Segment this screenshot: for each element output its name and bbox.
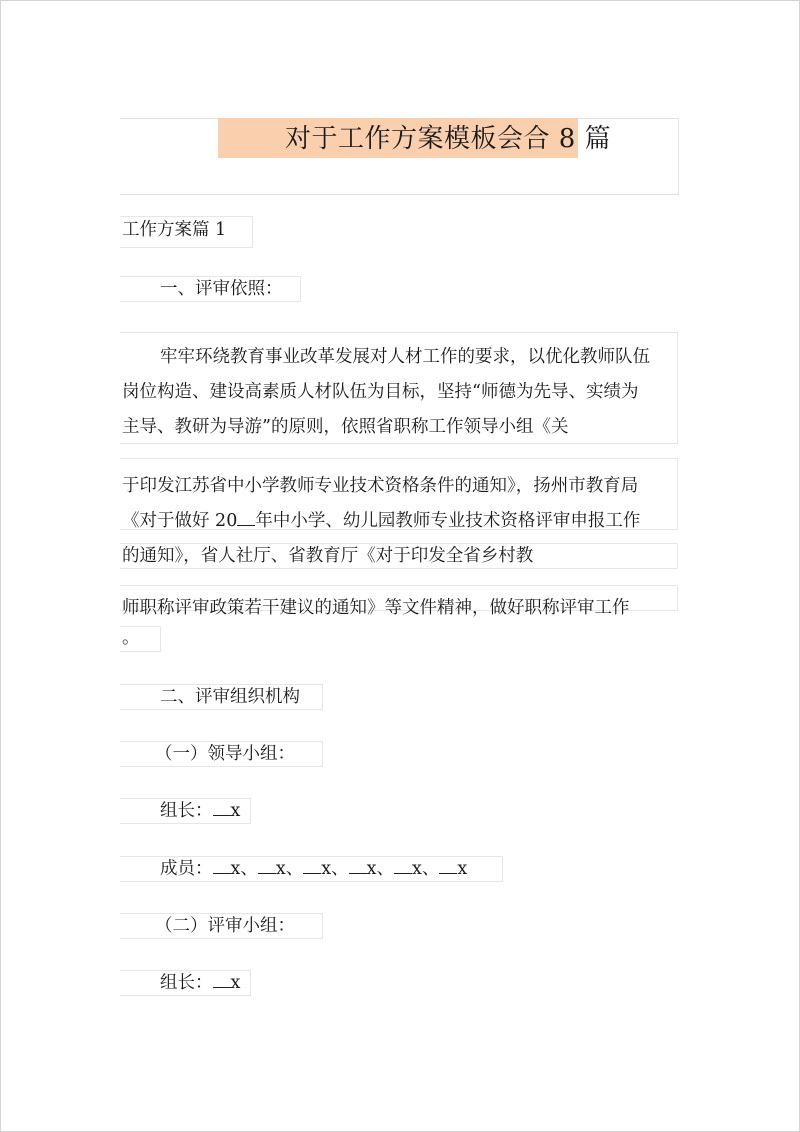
- member-separator: 、: [376, 859, 394, 879]
- paragraph-line: 。: [122, 628, 140, 648]
- leader-label: 组长：: [160, 801, 213, 821]
- paragraph-line: 岗位构造、建设高素质人材队伍为目标，坚持“师德为先导、实绩为: [122, 382, 639, 402]
- member-placeholder: x: [275, 859, 286, 879]
- paragraph-line: 师职称评审政策若干建议的通知》等文件精神，做好职称评审工作: [122, 598, 630, 618]
- leader-placeholder: x: [230, 801, 241, 821]
- members-line: [160, 857, 467, 881]
- sub2-heading: （二）评审小组：: [155, 916, 295, 936]
- paragraph-line: 的通知》，省人社厅、省教育厅《对于印发全省乡村教: [122, 546, 534, 566]
- blank-underline: [213, 858, 231, 874]
- member-separator: 、: [240, 859, 258, 879]
- sub1-heading: （一）领导小组：: [155, 744, 295, 764]
- document-title: 对于工作方案模板会合 8 篇: [285, 124, 612, 154]
- member-separator: 、: [421, 859, 440, 879]
- blank-underline: [439, 858, 457, 874]
- member-placeholder: x: [230, 859, 241, 879]
- paragraph-line: 牢牢环绕教育事业改革发展对人材工作的要求，以优化教师队伍: [160, 347, 650, 367]
- leader-placeholder: x: [230, 973, 241, 993]
- member-placeholder: x: [366, 859, 377, 879]
- member-placeholder: x: [412, 859, 422, 879]
- item2-heading: 二、评审组织机构: [160, 687, 300, 707]
- member-placeholder: x: [457, 859, 468, 879]
- blank-underline: [303, 858, 321, 874]
- members-label: 成员：: [160, 859, 213, 879]
- leader-label: 组长：: [160, 973, 213, 993]
- member-separator: 、: [331, 859, 349, 879]
- blank-underline: [213, 972, 231, 988]
- member-placeholder: x: [321, 859, 332, 879]
- blank-underline: [237, 510, 255, 526]
- section-heading: 工作方案篇 1: [122, 220, 227, 240]
- paragraph-line-part: 《对于做好 20: [122, 511, 238, 531]
- blank-underline: [349, 858, 367, 874]
- paragraph-line: 主导、教研为导游”的原则，依照省职称工作领导小组《关: [122, 417, 569, 437]
- leader-line: [160, 971, 240, 995]
- blank-underline: [258, 858, 276, 874]
- paragraph-line: 于印发江苏省中小学教师专业技术资格条件的通知》，扬州市教育局: [122, 476, 639, 496]
- paragraph-line-part: 年中小学、幼儿园教师专业技术资格评审申报工作: [255, 511, 641, 531]
- member-separator: 、: [285, 859, 304, 879]
- blank-underline: [394, 858, 412, 874]
- leader-line: [160, 799, 240, 823]
- paragraph-line: [122, 509, 640, 533]
- blank-underline: [213, 800, 231, 816]
- item1-heading: 一、评审依照：: [160, 279, 283, 299]
